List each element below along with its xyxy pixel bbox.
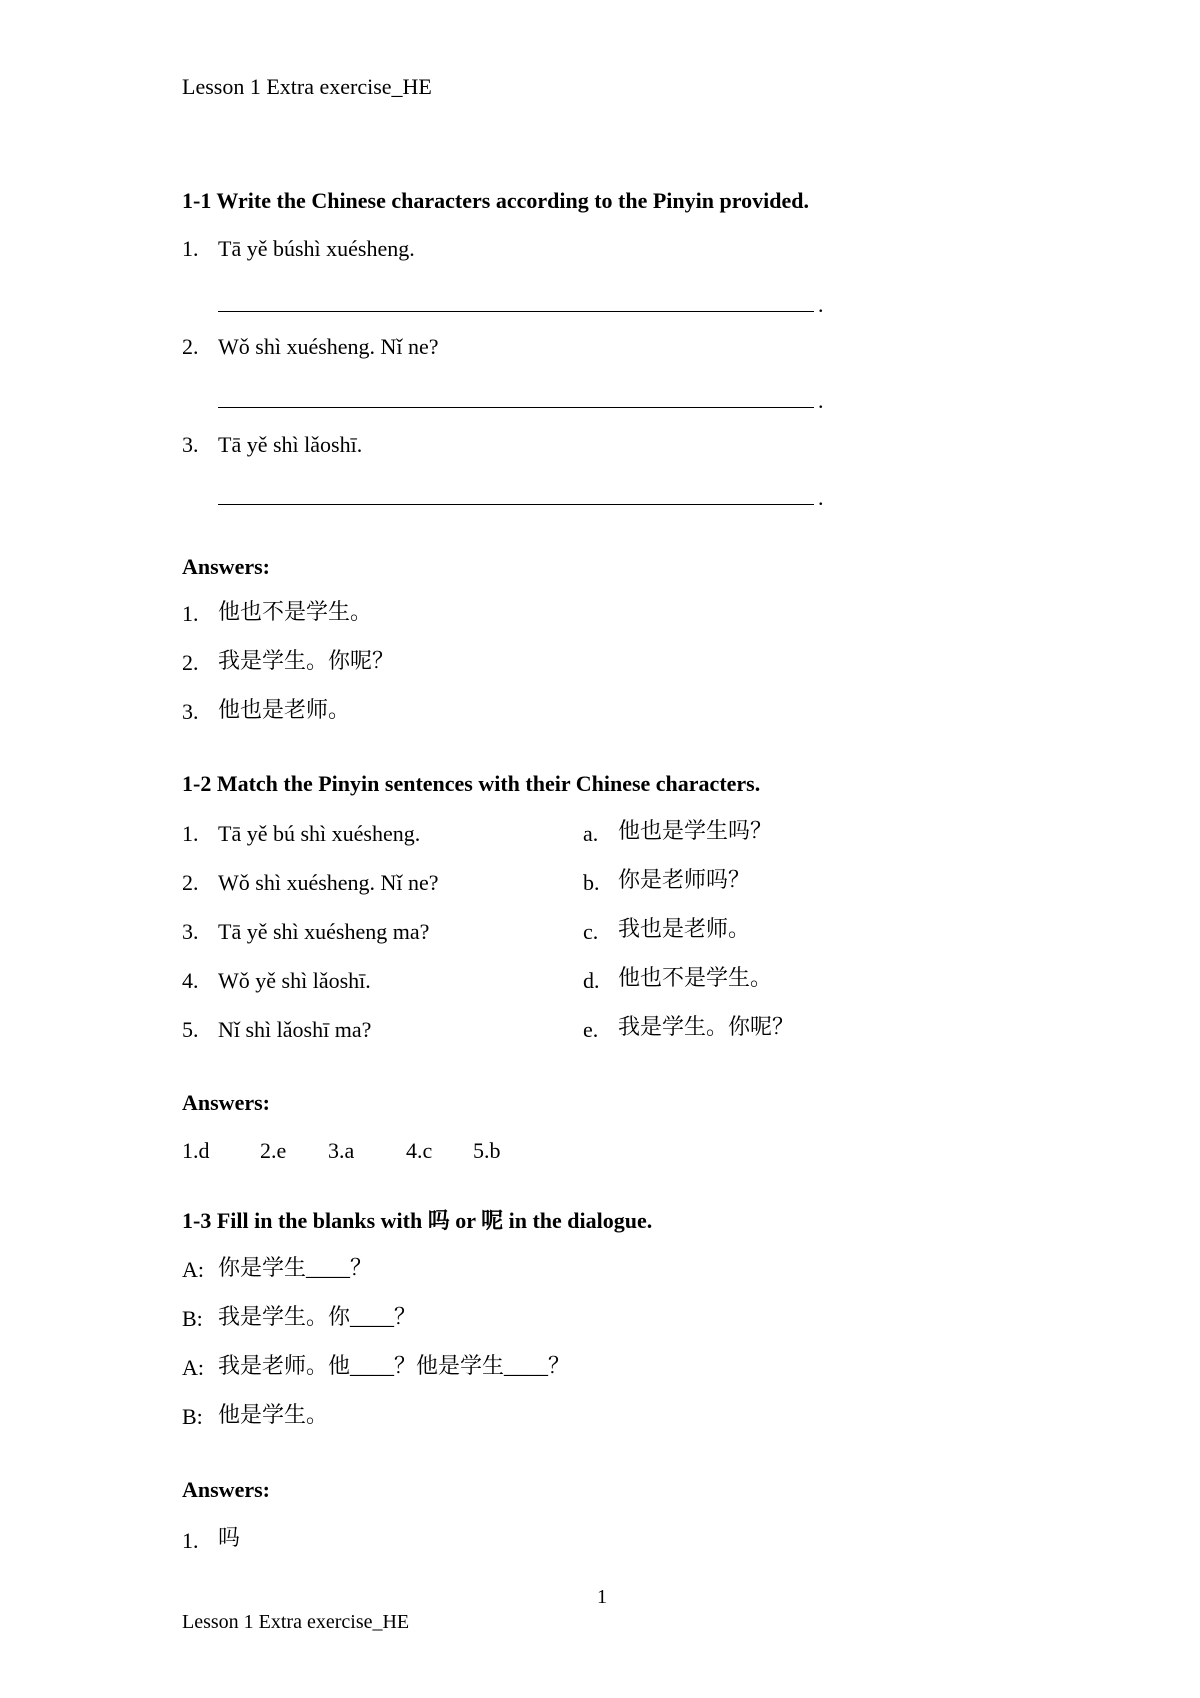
heading-part: or: [449, 1208, 482, 1233]
answer-line: [218, 504, 814, 505]
exercise-1-item-number: 2.: [182, 334, 199, 359]
match-right-letter: c.: [583, 919, 599, 944]
match-right-chinese: 他也是学生吗？: [618, 818, 773, 843]
answer-text: 吗: [218, 1525, 241, 1550]
dialogue-speaker: A:: [182, 1355, 204, 1380]
heading-ne-char: 呢: [481, 1208, 504, 1233]
match-answer: 5.b: [473, 1138, 501, 1163]
exercise-1-item-number: 1.: [182, 236, 199, 261]
answer-text: 他也不是学生。: [218, 599, 373, 624]
exercise-1-item-number: 3.: [182, 432, 199, 457]
match-right-letter: d.: [583, 968, 600, 993]
section-1-heading: 1-1 Write the Chinese characters according to the Pinyin provided.: [182, 188, 809, 213]
page-footer: Lesson 1 Extra exercise_HE: [182, 1611, 410, 1633]
exercise-1-item-pinyin: Tā yě búshì xuésheng.: [218, 236, 415, 261]
match-answer: 1.d: [182, 1138, 210, 1163]
answer-line: [218, 407, 814, 408]
match-left-number: 4.: [182, 968, 199, 993]
answer-text: 我是学生。你呢？: [218, 648, 395, 673]
answer-number: 1.: [182, 1528, 199, 1553]
match-right-chinese: 他也不是学生。: [618, 965, 773, 990]
match-right-chinese: 我是学生。你呢？: [618, 1014, 795, 1039]
dialogue-line: 我是学生。你____？: [218, 1304, 417, 1329]
match-left-number: 3.: [182, 919, 199, 944]
heading-ma-char: 吗: [427, 1208, 450, 1233]
match-left-pinyin: Tā yě shì xuésheng ma?: [218, 919, 430, 944]
match-left-number: 5.: [182, 1017, 199, 1042]
match-left-pinyin: Wǒ shì xuésheng. Nǐ ne?: [218, 870, 439, 895]
heading-part: in the dialogue.: [503, 1208, 653, 1233]
dialogue-line: 他是学生。: [218, 1402, 329, 1427]
answer-line: [218, 311, 814, 312]
match-left-pinyin: Nǐ shì lǎoshī ma?: [218, 1017, 372, 1042]
section-2-answers-label: Answers:: [182, 1090, 270, 1115]
match-left-number: 2.: [182, 870, 199, 895]
section-3-heading: [182, 1210, 652, 1232]
answer-text: 他也是老师。: [218, 697, 351, 722]
match-right-letter: a.: [583, 821, 599, 846]
match-left-pinyin: Tā yě bú shì xuésheng.: [218, 821, 421, 846]
match-right-letter: b.: [583, 870, 600, 895]
match-right-letter: e.: [583, 1017, 599, 1042]
page-header: Lesson 1 Extra exercise_HE: [182, 74, 432, 99]
heading-part: 1-3 Fill in the blanks with: [182, 1208, 428, 1233]
match-left-pinyin: Wǒ yě shì lǎoshī.: [218, 968, 371, 993]
section-1-answers-label: Answers:: [182, 554, 270, 579]
dialogue-speaker: B:: [182, 1404, 203, 1429]
section-2-heading: 1-2 Match the Pinyin sentences with their Chinese characters.: [182, 771, 761, 796]
answer-line-period: .: [818, 485, 824, 510]
dialogue-speaker: A:: [182, 1257, 204, 1282]
answer-number: 3.: [182, 699, 199, 724]
answer-number: 1.: [182, 601, 199, 626]
match-right-chinese: 我也是老师。: [618, 916, 751, 941]
dialogue-line: 我是老师。他____？他是学生____？: [218, 1353, 571, 1378]
dialogue-line: 你是学生____？: [218, 1255, 373, 1280]
section-3-answers-label: Answers:: [182, 1477, 270, 1502]
match-right-chinese: 你是老师吗？: [618, 867, 751, 892]
answer-line-period: .: [818, 388, 824, 413]
match-answer: 4.c: [406, 1138, 433, 1163]
exercise-1-item-pinyin: Tā yě shì lǎoshī.: [218, 432, 363, 457]
exercise-1-item-pinyin: Wǒ shì xuésheng. Nǐ ne?: [218, 334, 439, 359]
answer-number: 2.: [182, 650, 199, 675]
match-left-number: 1.: [182, 821, 199, 846]
match-answer: 2.e: [260, 1138, 287, 1163]
dialogue-speaker: B:: [182, 1306, 203, 1331]
page-number: 1: [597, 1586, 607, 1608]
match-answer: 3.a: [328, 1138, 355, 1163]
answer-line-period: .: [818, 292, 824, 317]
